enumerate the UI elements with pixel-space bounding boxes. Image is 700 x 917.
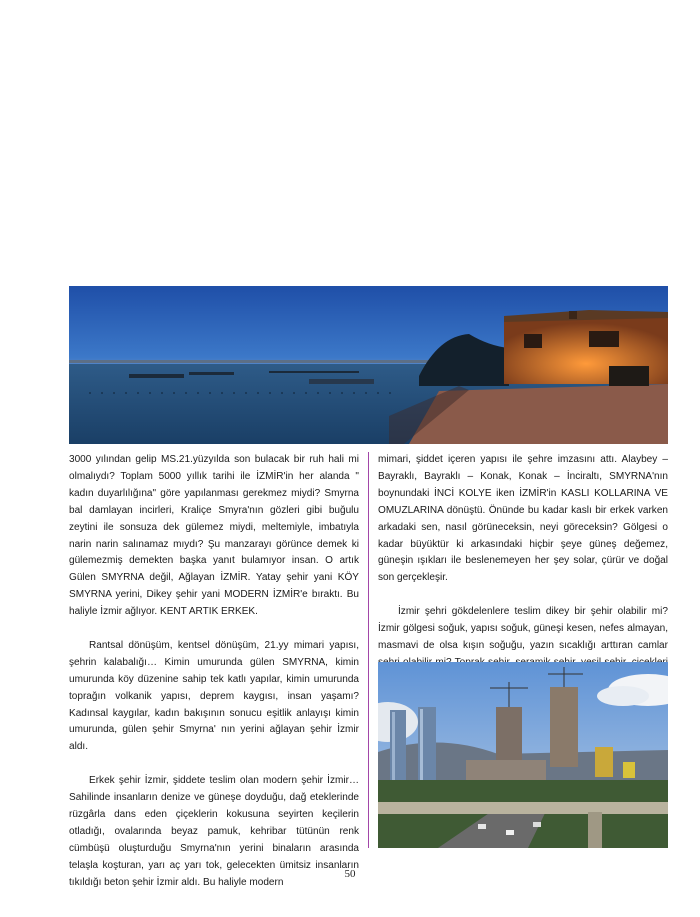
paragraph: İzmir şehri gökdelenlere teslim dikey bir şehir olabilir mi? İzmir gölgesi soğuk, yapısı soğuk, güneşi kesen, nefes almayan, masmavi de olsa kışın soğuğu, yazın sıcaklığı arttıran camlar xyxy=(378,606,668,651)
paragraph: 3000 yılından gelip MS.21.yüzyılda son bulacak bir ruh hali mi olmalıydı? Toplam 5000 yıllık tarihi ile İZMİR'in her alanda " kadın duyarlılığına" göre yapılanması gerekmez miydi? Smyrna bal damlayan incirleri, Kraliçe Smyra'nın gözleri gibi buğulu zeytini ile sonsuza dek gülemez miydi, meltemiyle, imbatıyla narin narin salınamaz mıydı? Şu manzarayı görünce demek ki gülemezmiş demekten başka yanıt bulamıyor insan. O artık Gülen SMYRNA değil, Ağlayan İZMİR. Yatay şehir yani KÖY SMYRNA yerini, Dikey şehir yani MODERN İZMİR'e bıraktı. Bu haliyle İzmir ağlıyor. KENT ARTIK ERKEK. xyxy=(69,454,359,618)
city-highrise-photo xyxy=(378,662,668,848)
sunset-bay-photo-icon xyxy=(69,286,668,444)
bay-sunset-photo xyxy=(69,286,668,444)
paragraph: Rantsal dönüşüm, kentsel dönüşüm, 21.yy mimari yapısı, şehrin kalabalığı… Kimin umurunda gülen SMYRNA, kimin umurunda köy düzenine sahip tek katlı yapılar, kimin umurunda toprağın volkanik yapısı, deprem kaygısı, insan yaşamı? Kadınsal kaygılar, kadın bakışının sonucu eşitlik anlayışı kimin umurunda, gülen şehir Smyrna' nın yerini ağlayan şehir İzmir aldı. xyxy=(69,639,359,753)
right-text-column xyxy=(378,452,668,689)
left-text-column xyxy=(69,452,359,892)
page-number: 50 xyxy=(344,868,356,880)
paragraph: Erkek şehir İzmir, şiddete teslim olan modern şehir İzmir… Sahilinde insanların denize ve güneşe doyduğu, dağ eteklerinde rüzgârla dans eden çiçeklerin kokusuna seyirten keçilerin otladığı, ovalarında beyaz pamuk, kehribar tütünün renk cümbüşü oluşturduğu Smyrna'nın yerini binaların arasında telaşla koşturan, yarı aç yarı tok, gelecekten ümitsiz insanların tıkıldığı beton şehir İzmir aldı. Bu haliyle modern xyxy=(69,775,359,888)
paragraph: mimari, şiddet içeren yapısı ile şehre imzasını attı. Alaybey – Bayraklı, Bayraklı – Konak, Konak – İnciraltı, SMYRNA'nın boynundaki İNCİ KOLYE iken İZMİR'in KASLI KOLLARINA VE OMUZLARINA dönüştü. Önünde bu kadar kaslı bir erkek varken arkadaki sen, nasıl görüneceksin, neyi göreceksin? Gölgesi o kadar büyüktür ki arkasındaki hiçbir şeye güneş değemez, güneşin ışıkları ile beslenemeyen her şey solar, çürür ve doğal son gerçekleşir. xyxy=(378,454,668,584)
highrise-city-photo-icon xyxy=(378,662,668,848)
column-divider xyxy=(368,452,369,848)
